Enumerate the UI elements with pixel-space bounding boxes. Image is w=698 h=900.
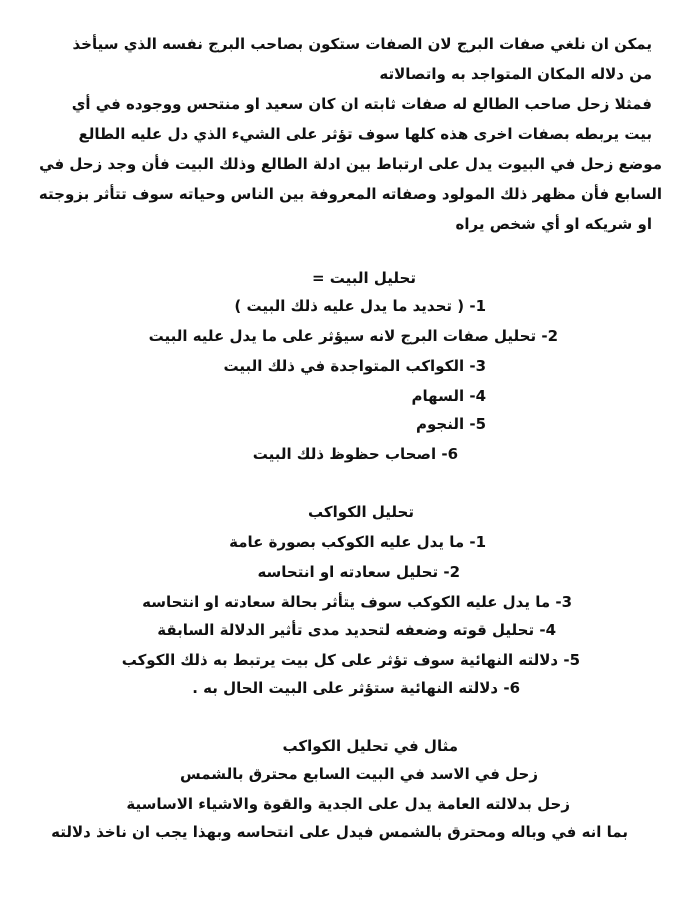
intro-line: السابع فأن مظهر ذلك المولود وصفاته المعروفة بين الناس وحياته سوف تتأثر بزوجته — [38, 185, 662, 203]
planet-analysis-heading: تحليل الكواكب — [308, 503, 414, 521]
intro-line: يمكن ان نلغي صفات البرج لان الصفات ستكون بصاحب البرج نفسه الذي سيأخذ — [72, 35, 652, 53]
example-heading: مثال في تحليل الكواكب — [282, 737, 458, 755]
house-analysis-item: 1- ( تحديد ما يدل عليه ذلك البيت ) — [234, 297, 486, 315]
house-analysis-item: 3- الكواكب المتواجدة في ذلك البيت — [223, 357, 486, 375]
planet-analysis-item: 3- ما يدل عليه الكوكب سوف يتأثر بحالة سعادته او انتحاسه — [142, 593, 572, 611]
house-analysis-heading: تحليل البيت = — [312, 269, 416, 287]
house-analysis-item: 4- السهام — [411, 387, 486, 405]
intro-line: او شريكه او أي شخص يراه — [455, 215, 652, 233]
example-line: بما انه في وباله ومحترق بالشمس فيدل على انتحاسه وبهذا يجب ان ناخذ دلالته — [51, 823, 628, 841]
example-line: زحل بدلالته العامة يدل على الجدية والقوة والاشياء الاساسية — [126, 795, 570, 813]
intro-line: من دلاله المكان المتواجد به واتصالاته — [379, 65, 652, 83]
intro-line: بيت يربطه بصفات اخرى هذه كلها سوف تؤثر على الشيء الذي دل عليه الطالع — [78, 125, 652, 143]
planet-analysis-item: 4- تحليل قوته وضعفه لتحديد مدى تأثير الدلالة السابقة — [157, 621, 556, 639]
planet-analysis-item: 1- ما يدل عليه الكوكب بصورة عامة — [229, 533, 486, 551]
planet-analysis-item: 5- دلالته النهائية سوف تؤثر على كل بيت يرتبط به ذلك الكوكب — [121, 651, 580, 669]
planet-analysis-item: 6- دلالته النهائية ستؤثر على البيت الحال به . — [192, 679, 520, 697]
intro-line: موضع زحل في البيوت يدل على ارتباط بين ادلة الطالع وذلك البيت فأن وجد زحل في — [39, 155, 662, 173]
intro-line: فمثلا زحل صاحب الطالع له صفات ثابته ان كان سعيد او منتحس ووجوده في أي — [71, 95, 652, 113]
example-line: زحل في الاسد في البيت السابع محترق بالشمس — [180, 765, 538, 783]
house-analysis-item: 2- تحليل صفات البرج لانه سيؤثر على ما يدل عليه البيت — [148, 327, 558, 345]
planet-analysis-item: 2- تحليل سعادته او انتحاسه — [257, 563, 460, 581]
house-analysis-item: 6- اصحاب حظوظ ذلك البيت — [252, 445, 458, 463]
house-analysis-item: 5- النجوم — [416, 415, 486, 433]
